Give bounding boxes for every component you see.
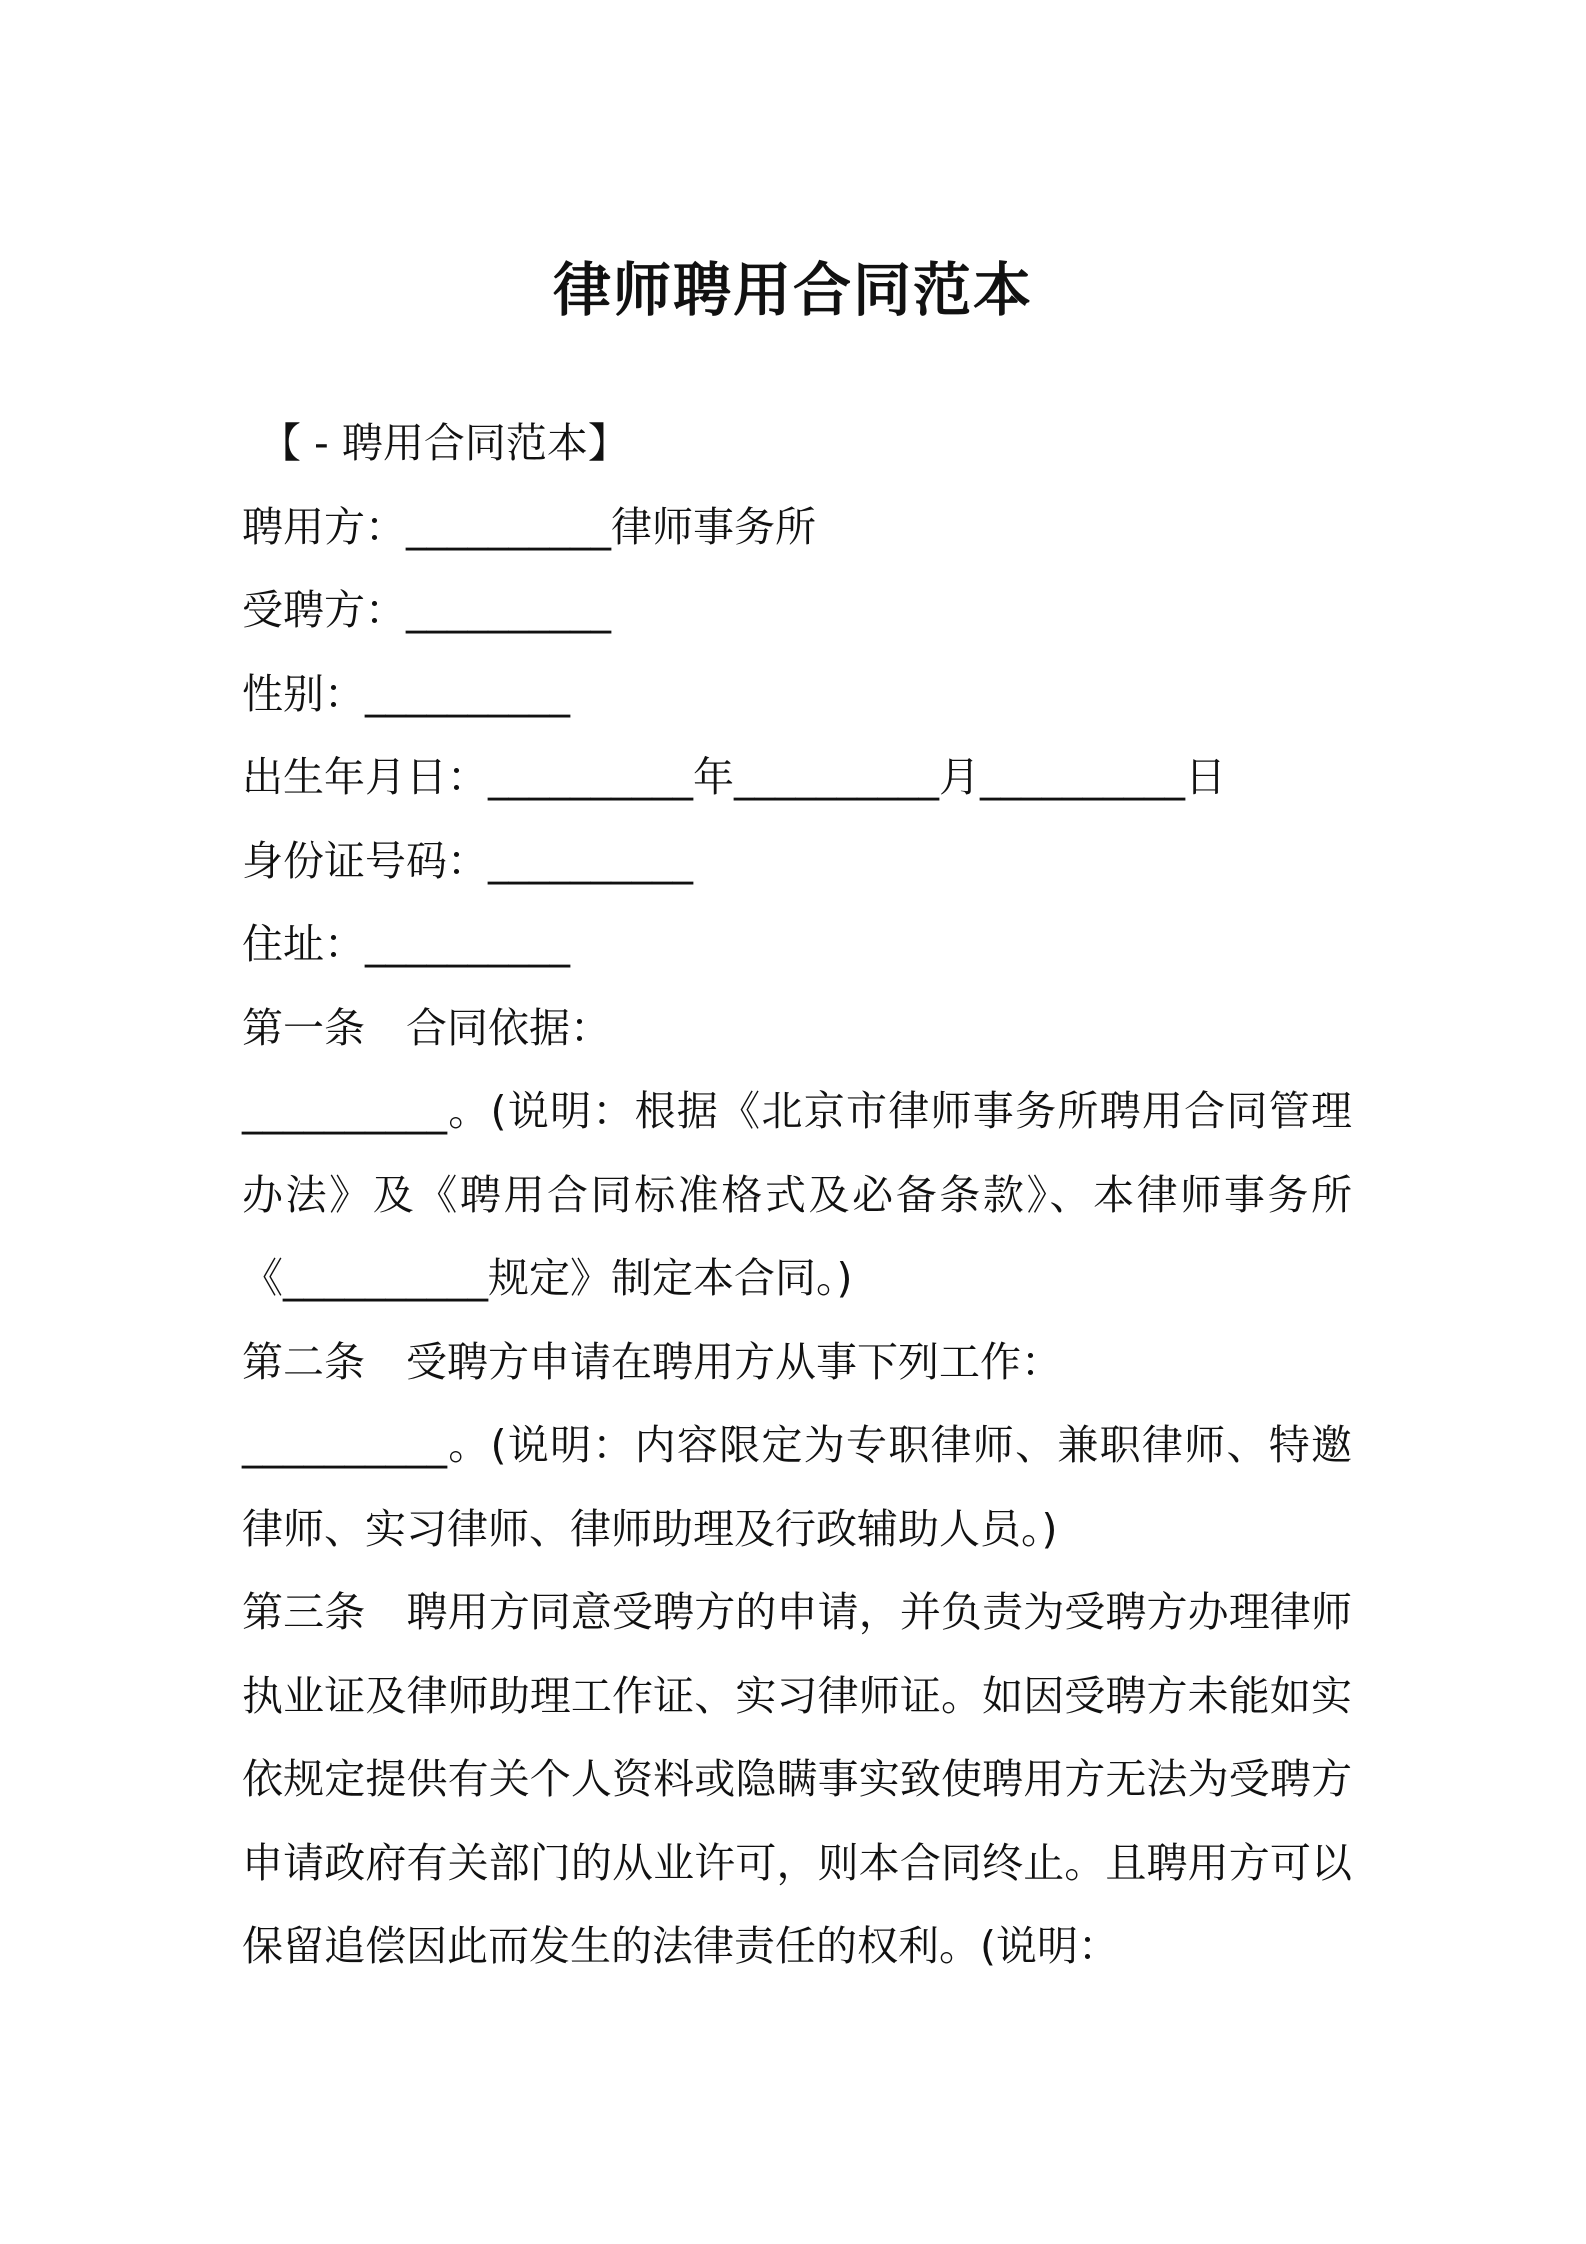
address-field: 住址：__________ [242, 920, 570, 968]
employer-field: 聘用方：__________律师事务所 [242, 502, 816, 551]
article-1-body: __________。(说明：根据《北京市律师事务所聘用合同管理办法》及《聘用合同标准格式及必备条款》、本律师事务所《__________规定》制定本合同。) [242, 1087, 1352, 1302]
birthdate-field: 出生年月日：__________年__________月__________日 [242, 753, 1226, 801]
article-3-body: 第三条 聘用方同意受聘方的申请，并负责为受聘方办理律师执业证及律师助理工作证、实习律师证。如因受聘方未能如实依规定提供有关个人资料或隐瞒事实致使聘用方无法为受聘方申请政府有关部门的从业许可，则本合同终止。且聘用方可以保留追偿因此而发生的法律责任的权利。(说明： [242, 1588, 1352, 1970]
employee-field: 受聘方：__________ [242, 586, 611, 634]
document-subtitle: 【 - 聘用合同范本】 [260, 419, 629, 467]
document-title: 律师聘用合同范本 [552, 256, 1033, 324]
article-2-heading: 第二条 受聘方申请在聘用方从事下列工作： [242, 1337, 1062, 1386]
gender-field: 性别：__________ [242, 669, 570, 718]
document-body [242, 402, 1352, 1989]
article-1-heading: 第一条 合同依据： [242, 1003, 611, 1052]
article-2-body: __________。(说明：内容限定为专职律师、兼职律师、特邀律师、实习律师、律师助理及行政辅助人员。) [242, 1421, 1352, 1553]
id-number-field: 身份证号码：__________ [242, 836, 693, 885]
